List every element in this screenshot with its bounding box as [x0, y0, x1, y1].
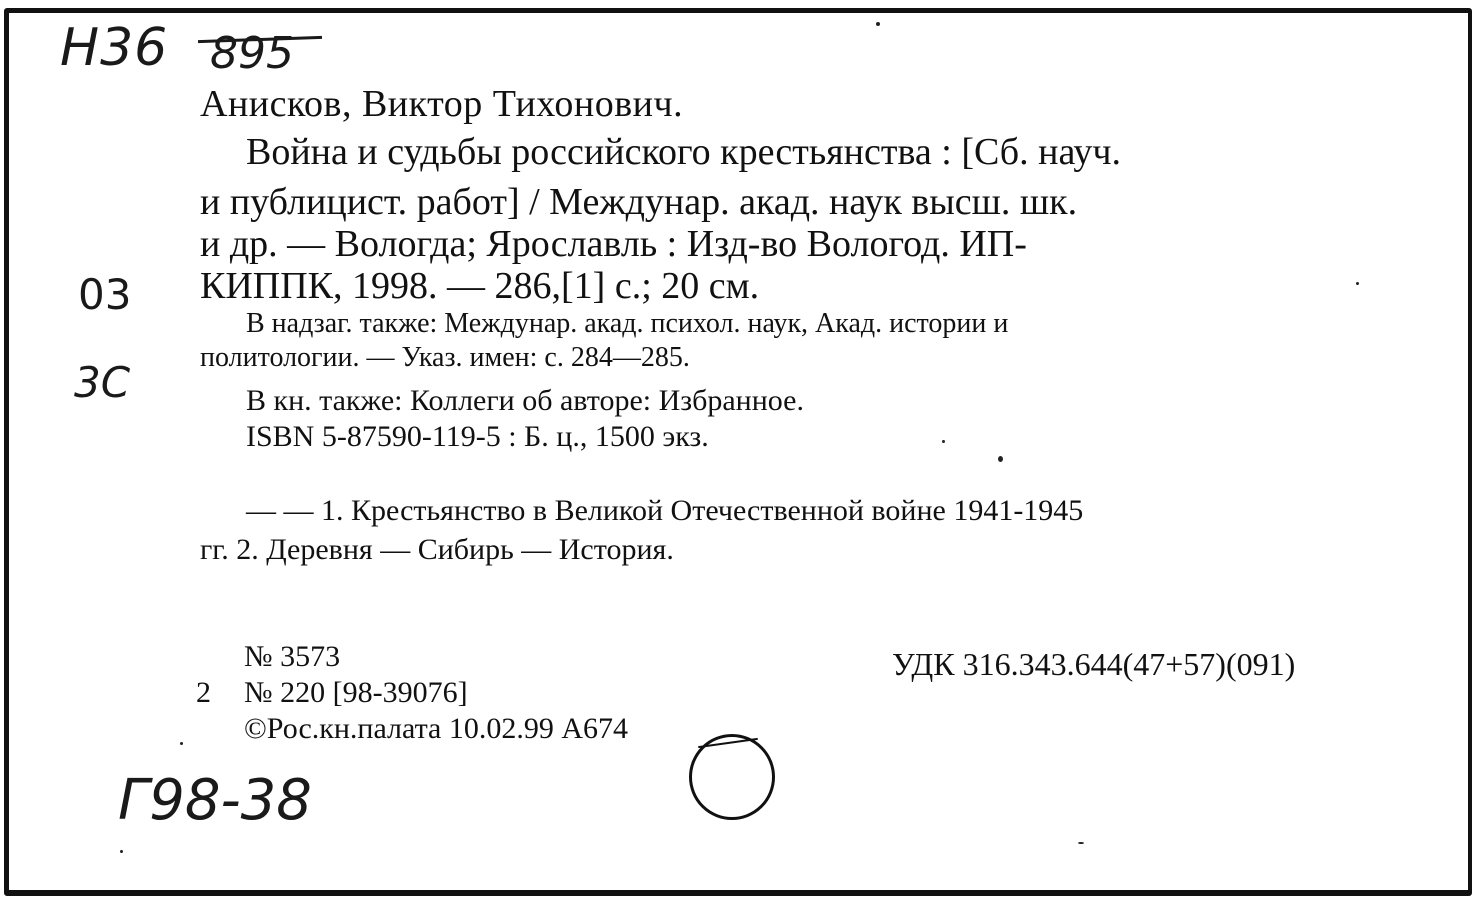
card-index: 2	[196, 676, 211, 709]
title-line-4: КИППК, 1998. — 286,[1] с.; 20 см.	[200, 265, 760, 307]
handwritten-margin-note-1: 03	[78, 270, 132, 319]
scan-speck	[1078, 842, 1084, 844]
copyright-line: ©Рос.кн.палата 10.02.99 А674	[244, 712, 629, 745]
udk-classification: УДК 316.343.644(47+57)(091)	[892, 646, 1296, 682]
registration-number: № 220 [98-39076]	[244, 676, 468, 709]
card-number: № 3573	[244, 640, 341, 673]
scan-speck	[876, 22, 880, 26]
title-line-1: Война и судьбы российского крестьянства : [Сб. науч.	[246, 131, 1122, 173]
handwritten-bottom-note: Г98-38	[118, 768, 312, 833]
scan-speck	[1356, 282, 1359, 285]
scan-speck	[180, 742, 183, 745]
handwritten-number: 895	[210, 28, 294, 79]
scan-speck	[998, 456, 1003, 462]
isbn-line: ISBN 5-87590-119-5 : Б. ц., 1500 экз.	[246, 420, 709, 453]
note-line-2: политологии. — Указ. имен: с. 284—285.	[200, 342, 690, 373]
note-contents: В кн. также: Коллеги об авторе: Избранное.	[246, 384, 804, 417]
note-line-1: В надзаг. также: Междунар. акад. психол. наук, Акад. истории и	[246, 308, 1009, 339]
punch-hole-circle	[689, 734, 775, 820]
title-line-3: и др. — Вологда; Ярославль : Изд-во Вологод. ИП-	[200, 223, 1027, 265]
scan-speck	[120, 850, 123, 853]
title-line-2: и публицист. работ] / Междунар. акад. наук высш. шк.	[200, 181, 1078, 223]
handwritten-code: Н36	[60, 18, 169, 78]
author-heading: Анисков, Виктор Тихонович.	[200, 83, 684, 125]
scan-speck	[942, 440, 945, 443]
subjects-line-2: гг. 2. Деревня — Сибирь — История.	[200, 533, 674, 566]
handwritten-margin-note-2: 3С	[74, 358, 131, 407]
subjects-line-1: — — 1. Крестьянство в Великой Отечественной войне 1941-1945	[246, 494, 1084, 527]
